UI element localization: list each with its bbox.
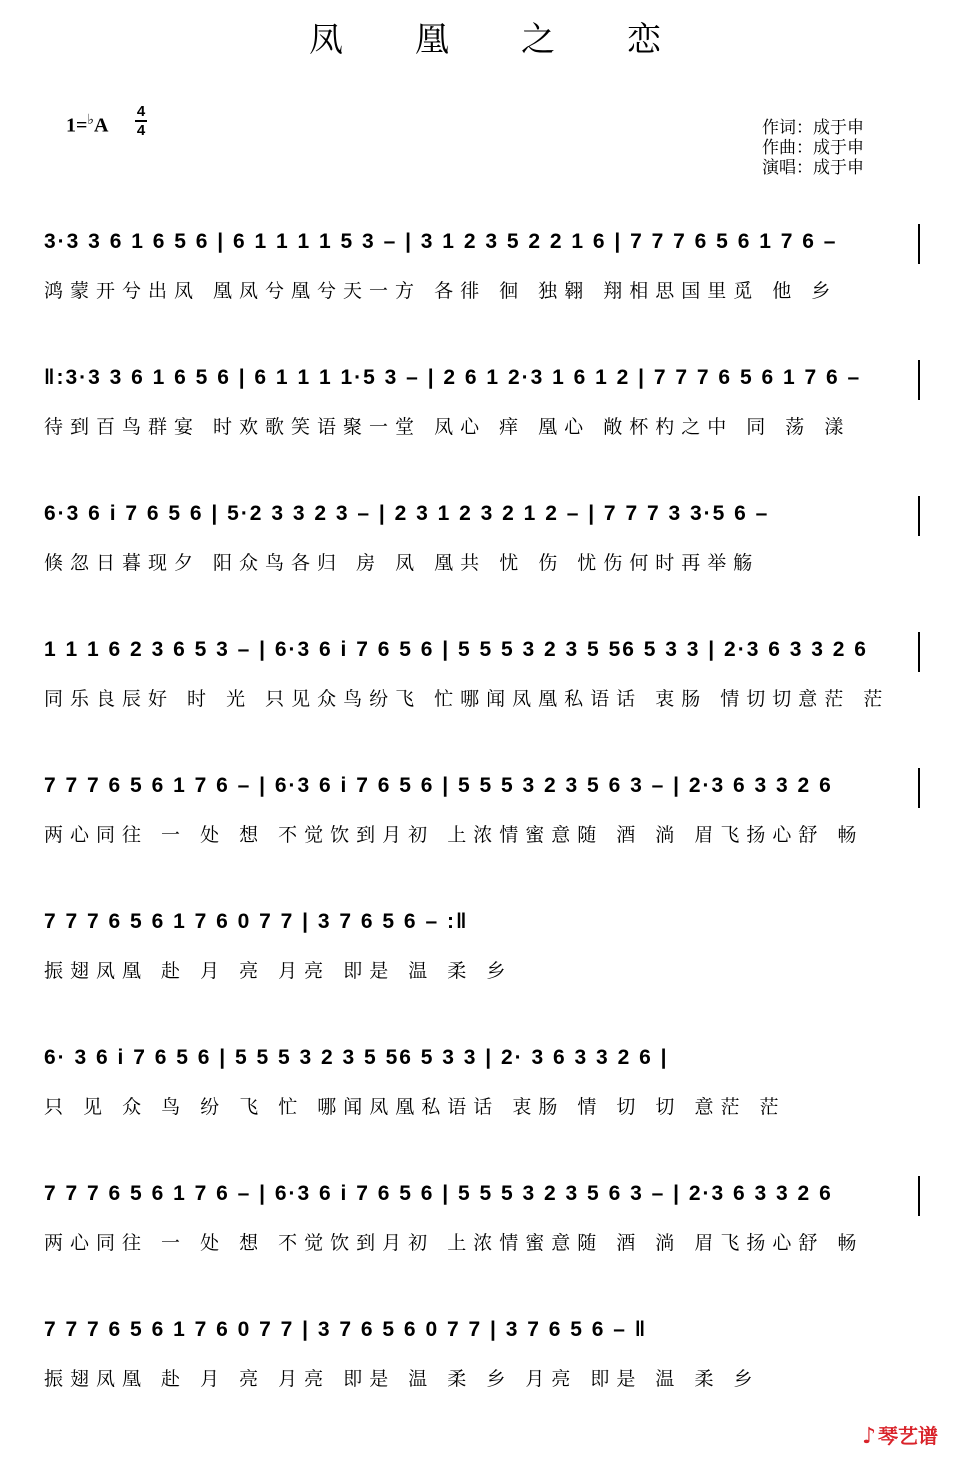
watermark-text: 琴艺谱: [878, 1424, 939, 1448]
composer-credit: 作曲：成于申: [762, 138, 864, 158]
lyric-line: 同乐良辰好 时 光 只见众鸟纷飞 忙哪闻凤凰私语话 衷肠 情切切意茫 茫: [44, 688, 890, 710]
lyric-line: 两心同往 一 处 想 不觉饮到月初 上浓情蜜意随 酒 淌 眉飞扬心舒 畅: [44, 824, 864, 846]
singer-credit: 演唱：成于申: [762, 158, 864, 178]
barline: [918, 360, 920, 400]
lyric-line: 振翅凤凰 赴 月 亮 月亮 即是 温 柔 乡 月亮 即是 温 柔 乡: [44, 1368, 760, 1390]
lyricist-credit: 作词：成于申: [762, 118, 864, 138]
notation-line: 1 1 1 6 2 3 6 5 3 – | 6·3 6 i 7 6 5 6 | 5 5 5 3 2 3 5 56 5 3 3 | 2·3 6 3 3 2 6: [44, 638, 868, 661]
time-denominator: 4: [136, 122, 146, 139]
lyric-line: 只 见 众 鸟 纷 飞 忙 哪闻凤凰私语话 衷肠 情 切 切 意茫 茫: [44, 1096, 786, 1118]
notation-line: 3·3 3 6 1 6 5 6 | 6 1 1 1 1 5 3 – | 3 1 2 3 5 2 2 1 6 | 7 7 7 6 5 6 1 7 6 –: [44, 230, 838, 253]
notation-line: 7 7 7 6 5 6 1 7 6 0 7 7 | 3 7 6 5 6 0 7 7 | 3 7 6 5 6 – ‖: [44, 1318, 648, 1341]
credits: [762, 118, 864, 178]
barline: [918, 768, 920, 808]
lyric-line: 两心同往 一 处 想 不觉饮到月初 上浓情蜜意随 酒 淌 眉飞扬心舒 畅: [44, 1232, 864, 1254]
notation-line: 7 7 7 6 5 6 1 7 6 – | 6·3 6 i 7 6 5 6 | 5 5 5 3 2 3 5 6 3 – | 2·3 6 3 3 2 6: [44, 774, 833, 797]
barline: [918, 496, 920, 536]
key-signature: [66, 112, 108, 138]
time-numerator: 4: [136, 103, 146, 120]
notation-line: 7 7 7 6 5 6 1 7 6 – | 6·3 6 i 7 6 5 6 | 5 5 5 3 2 3 5 6 3 – | 2·3 6 3 3 2 6: [44, 1182, 833, 1205]
logo-icon: ♪: [862, 1424, 877, 1449]
notation-line: 7 7 7 6 5 6 1 7 6 0 7 7 | 3 7 6 5 6 – :‖: [44, 910, 469, 933]
lyric-line: 振翅凤凰 赴 月 亮 月亮 即是 温 柔 乡: [44, 960, 513, 982]
key-note: A: [94, 114, 109, 137]
notation-line: ‖:3·3 3 6 1 6 5 6 | 6 1 1 1 1·5 3 – | 2 6 1 2·3 1 6 1 2 | 7 7 7 6 5 6 1 7 6 –: [44, 366, 862, 389]
barline: [918, 224, 920, 264]
notation-line: 6·3 6 i 7 6 5 6 | 5·2 3 3 2 3 – | 2 3 1 2 3 2 1 2 – | 7 7 7 3 3·5 6 –: [44, 502, 770, 525]
flat-symbol: ♭: [87, 113, 95, 128]
barline: [918, 632, 920, 672]
time-signature: [135, 104, 147, 138]
lyric-line: 鸿蒙开兮出凤 凰凤兮凰兮天一方 各徘 徊 独翱 翔相思国里觅 他 乡: [44, 280, 838, 302]
lyric-line: 倏忽日暮现夕 阳众鸟各归 房 凤 凰共 忧 伤 忧伤何时再举觞: [44, 552, 760, 574]
key-prefix: 1=: [66, 114, 88, 137]
lyric-line: 待到百鸟群宴 时欢歌笑语聚一堂 凤心 痒 凰心 敞杯杓之中 同 荡 漾: [44, 416, 851, 438]
notation-line: 6· 3 6 i 7 6 5 6 | 5 5 5 3 2 3 5 56 5 3 3 | 2· 3 6 3 3 2 6 |: [44, 1046, 669, 1069]
score-title: 凤 凰 之 恋: [308, 20, 692, 60]
watermark-logo: [862, 1420, 938, 1449]
barline: [918, 1176, 920, 1216]
